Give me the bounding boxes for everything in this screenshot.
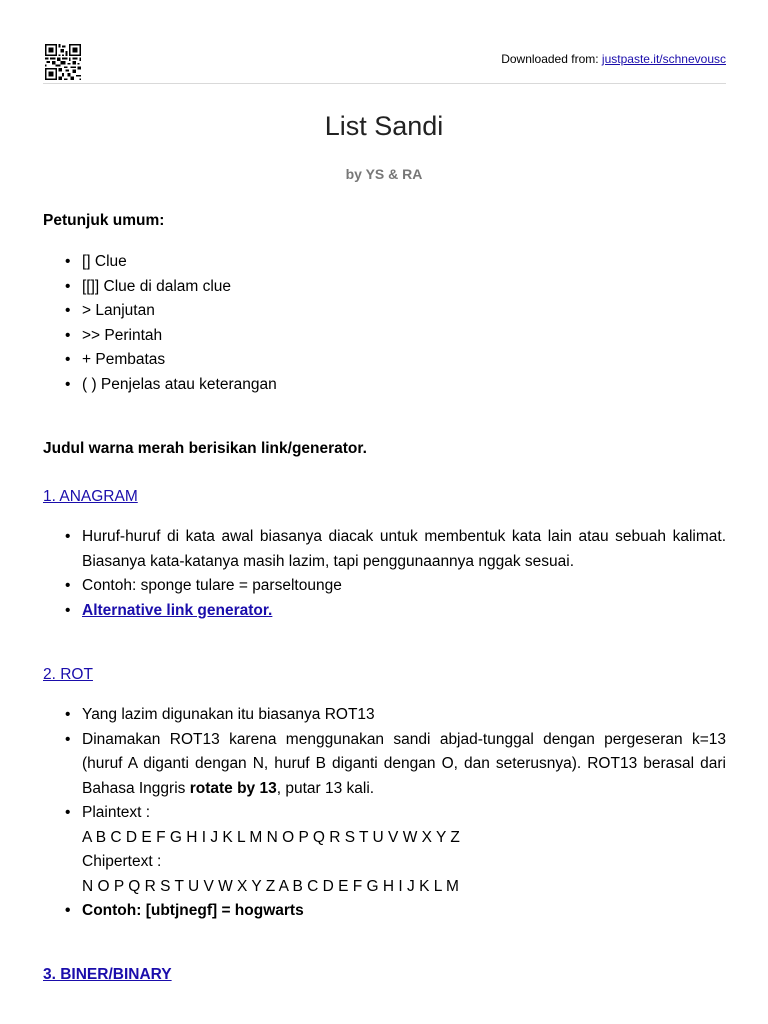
list-item: • [] Clue [43, 250, 726, 275]
chipertext-label: Chipertext : [82, 853, 162, 870]
page-title: List Sandi [324, 111, 444, 141]
list-item: • Contoh: sponge tulare = parseltounge [43, 574, 726, 599]
list-item: • >> Perintah [43, 324, 726, 349]
rot13-emphasis: rotate by 13 [189, 779, 277, 797]
list-item: • > Lanjutan [43, 299, 726, 324]
byline: by YS & RA [345, 166, 423, 182]
source-link[interactable]: justpaste.it/schnevousc [601, 52, 726, 66]
petunjuk-heading: Petunjuk umum: [43, 212, 165, 229]
list-item [43, 728, 726, 802]
list-item: • + Pembatas [43, 348, 726, 373]
list-item [43, 801, 726, 899]
rot-list [43, 703, 726, 924]
section-heading-biner[interactable]: 3. BINER/BINARY [43, 966, 172, 983]
note-text: Judul warna merah berisikan link/generator. [43, 440, 367, 457]
alternative-generator-link[interactable]: Alternative link generator. [82, 601, 273, 619]
list-item: • Contoh: [ubtjnegf] = hogwarts [43, 899, 726, 924]
downloaded-from-label: Downloaded from: [501, 52, 599, 66]
list-item: • Huruf-huruf di kata awal biasanya diacak untuk membentuk kata lain atau sebuah kalimat. Biasanya kata-katanya masih lazim, tapi penggunaannya nggak sesuai. [43, 525, 726, 574]
download-header [43, 41, 726, 84]
chipertext-alphabet: N O P Q R S T U V W X Y Z A B C D E F G H I J K L M [82, 877, 459, 895]
section-heading-anagram[interactable]: 1. ANAGRAM [43, 488, 138, 505]
list-item [43, 599, 726, 624]
plaintext-alphabet: A B C D E F G H I J K L M N O P Q R S T U V W X Y Z [82, 828, 460, 846]
petunjuk-list [43, 250, 726, 397]
section-heading-rot[interactable]: 2. ROT [43, 666, 93, 683]
downloaded-from [501, 52, 726, 66]
list-item: • [[]] Clue di dalam clue [43, 275, 726, 300]
rot13-description: Dinamakan ROT13 karena menggunakan sandi abjad-tunggal dengan pergeseran k=13 (huruf A diganti dengan N, huruf B diganti dengan O, dan seterusnya). ROT13 berasal dari Bahasa Inggris [82, 730, 726, 797]
list-item: • ( ) Penjelas atau keterangan [43, 373, 726, 398]
plaintext-label: • Plaintext : [82, 804, 151, 821]
qr-code-icon [45, 44, 81, 80]
list-item: • Yang lazim digunakan itu biasanya ROT13 [43, 703, 726, 728]
rot13-description-end: , putar 13 kali. [276, 779, 375, 797]
anagram-list [43, 525, 726, 623]
